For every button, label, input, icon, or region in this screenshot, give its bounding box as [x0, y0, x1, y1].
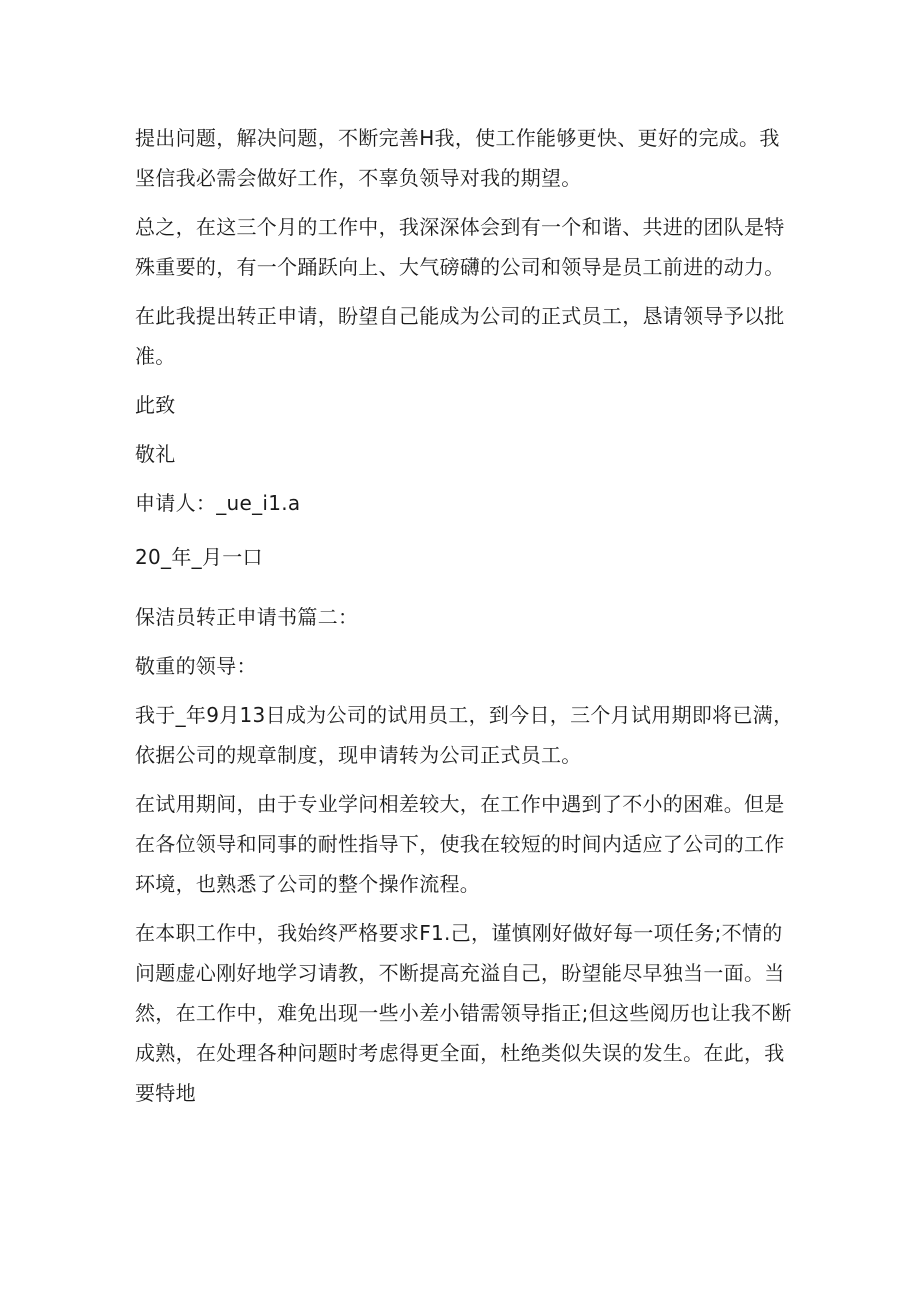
paragraph-work-improvement: 提出问题，解决问题，不断完善H我，使工作能够更快、更好的完成。我坚信我必需会做好工作，不辜负领导对我的期望。	[135, 126, 780, 190]
closing-salutation: 此致	[135, 393, 176, 417]
paragraph-intro: 我于_年9月13日成为公司的试用员工，到今日，三个月试用期即将已满，依据公司的规章制度，现申请转为公司正式员工。	[135, 703, 794, 767]
paragraph-summary: 总之，在这三个月的工作中，我深深体会到有一个和谐、共进的团队是特殊重要的，有一个踊跃向上、大气磅礴的公司和领导是员工前进的动力。	[135, 215, 785, 279]
paragraph-probation: 在试用期间，由于专业学问相差较大，在工作中遇到了不小的困难。但是在各位领导和同事的耐性指导下，使我在较短的时间内适应了公司的工作环境，也熟悉了公司的整个操作流程。	[135, 792, 785, 896]
paragraph-request: 在此我提出转正申请，盼望自己能成为公司的正式员工，恳请领导予以批准。	[135, 304, 785, 368]
document-body	[135, 118, 795, 1113]
paragraph-duties: 在本职工作中，我始终严格要求F1.己，谨慎刚好做好每一项任务;不情的问题虚心刚好地学习请教，不断提高充溢自己，盼望能尽早独当一面。当然，在工作中，难免出现一些小差小错需领导指正;但这些阅历也让我不断成熟，在处理各种问题时考虑得更全面，杜绝类似失误的发生。在此，我要特地	[135, 921, 792, 1105]
applicant-signature: 申请人：_ue_i1.a	[135, 491, 301, 515]
date-line: 20_年_月一口	[135, 545, 263, 569]
section-heading: 保洁员转正申请书篇二：	[135, 605, 359, 629]
greeting: 敬重的领导：	[135, 654, 257, 678]
closing-regards: 敬礼	[135, 442, 176, 466]
